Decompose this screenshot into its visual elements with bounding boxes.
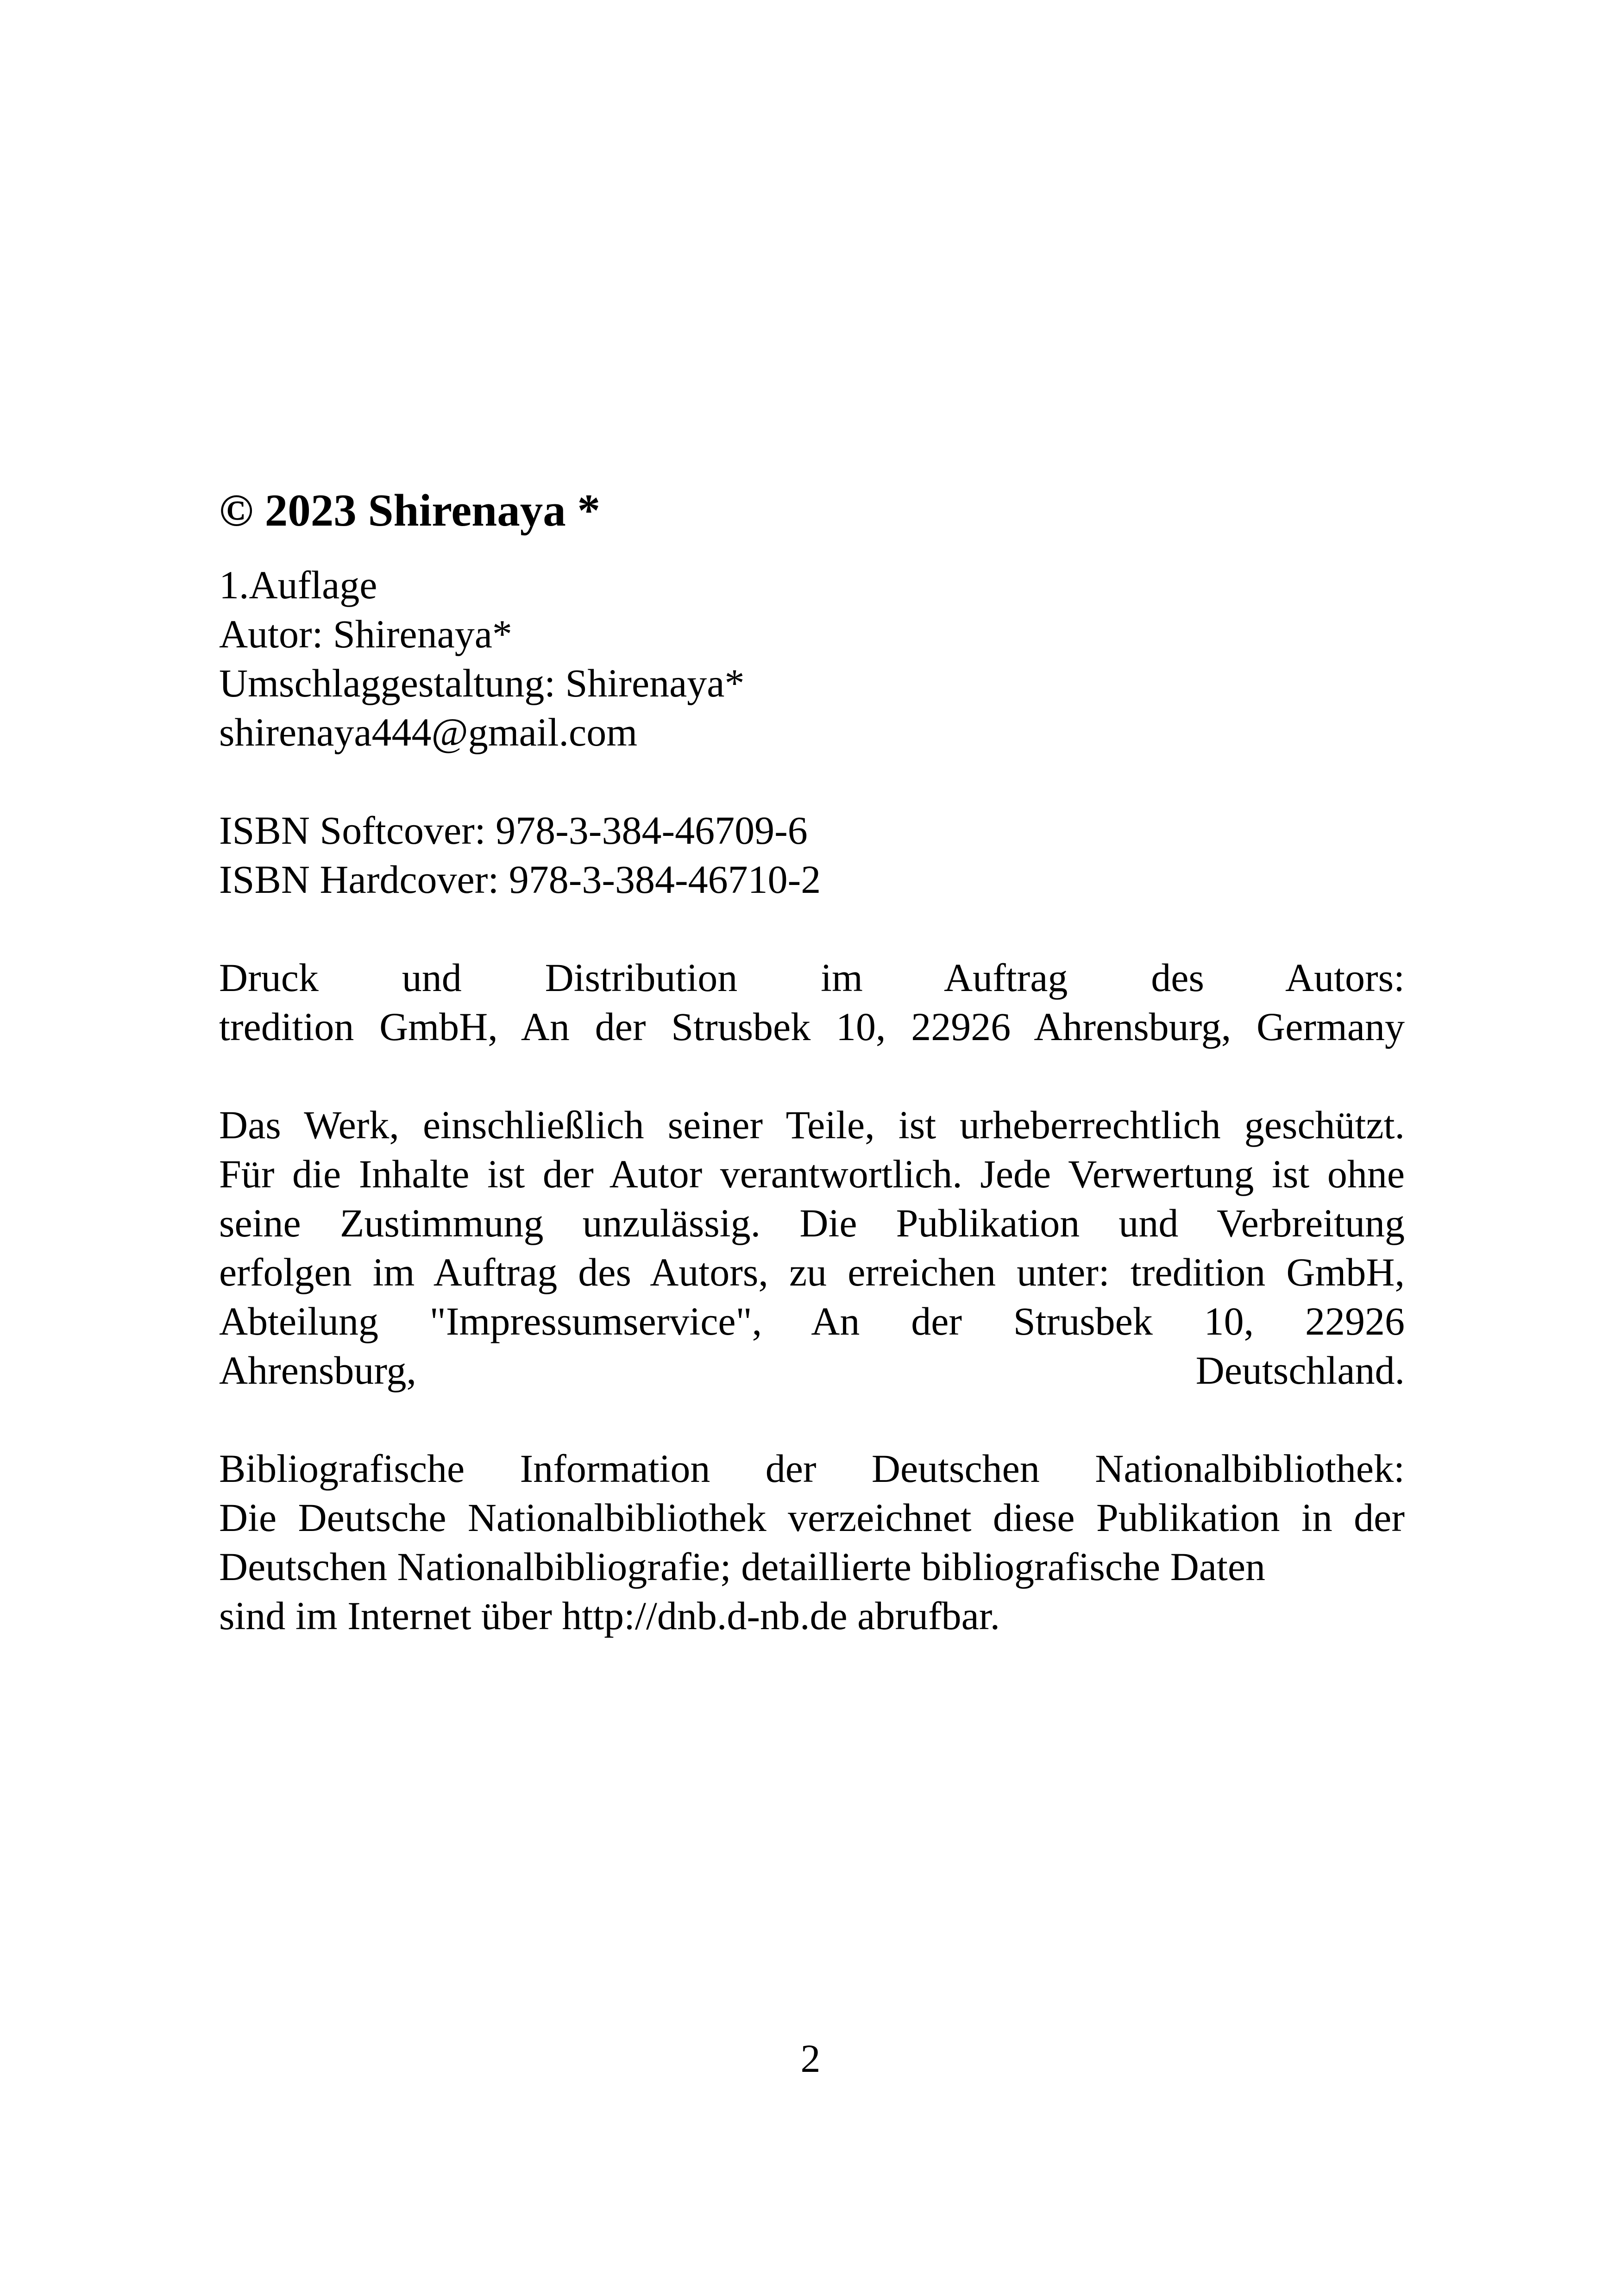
bibliography-line: Deutschen Nationalbibliografie; detaillierte bibliografische Daten [219,1544,1266,1589]
distribution-block [219,953,1405,1051]
rights-line: Ahrensburg, Deutschland. [219,1348,1405,1393]
cover-design-line: Umschlaggestaltung: Shirenaya* [219,661,745,705]
page-number: 2 [800,2036,821,2081]
paragraph-gap [219,757,1405,806]
edition-line: 1.Auflage [219,563,377,607]
rights-block [219,1100,1405,1395]
copyright-notice: © 2023 Shirenaya * [219,485,600,536]
isbn-block [219,806,1405,904]
rights-line: erfolgen im Auftrag des Autors, zu erreichen unter: tredition GmbH, [219,1250,1405,1294]
paragraph-gap [219,1395,1405,1444]
email-line: shirenaya444@gmail.com [219,710,638,754]
imprint-content [219,482,1405,1640]
bibliography-line: Die Deutsche Nationalbibliothek verzeichnet diese Publikation in der [219,1495,1405,1540]
bibliography-block [219,1444,1405,1640]
bibliography-line: Bibliografische Information der Deutschen Nationalbibliothek: [219,1446,1405,1491]
rights-line: Abteilung "Impressumservice", An der Strusbek 10, 22926 [219,1299,1405,1343]
isbn-softcover: ISBN Softcover: 978-3-384-46709-6 [219,808,808,853]
isbn-hardcover: ISBN Hardcover: 978-3-384-46710-2 [219,857,821,902]
rights-line: seine Zustimmung unzulässig. Die Publikation und Verbreitung [219,1201,1405,1245]
rights-line: Das Werk, einschließlich seiner Teile, ist urheberrechtlich geschützt. [219,1103,1405,1147]
bibliography-line: sind im Internet über http://dnb.d-nb.de abrufbar. [219,1593,1000,1638]
paragraph-gap [219,904,1405,953]
paragraph-gap [219,1051,1405,1100]
distribution-line: Druck und Distribution im Auftrag des Autors: [219,955,1405,1000]
distribution-line: tredition GmbH, An der Strusbek 10, 22926 Ahrensburg, Germany [219,1004,1405,1049]
credits-block [219,560,1405,757]
author-line: Autor: Shirenaya* [219,612,512,656]
rights-line: Für die Inhalte ist der Autor verantwortlich. Jede Verwertung ist ohne [219,1152,1405,1196]
